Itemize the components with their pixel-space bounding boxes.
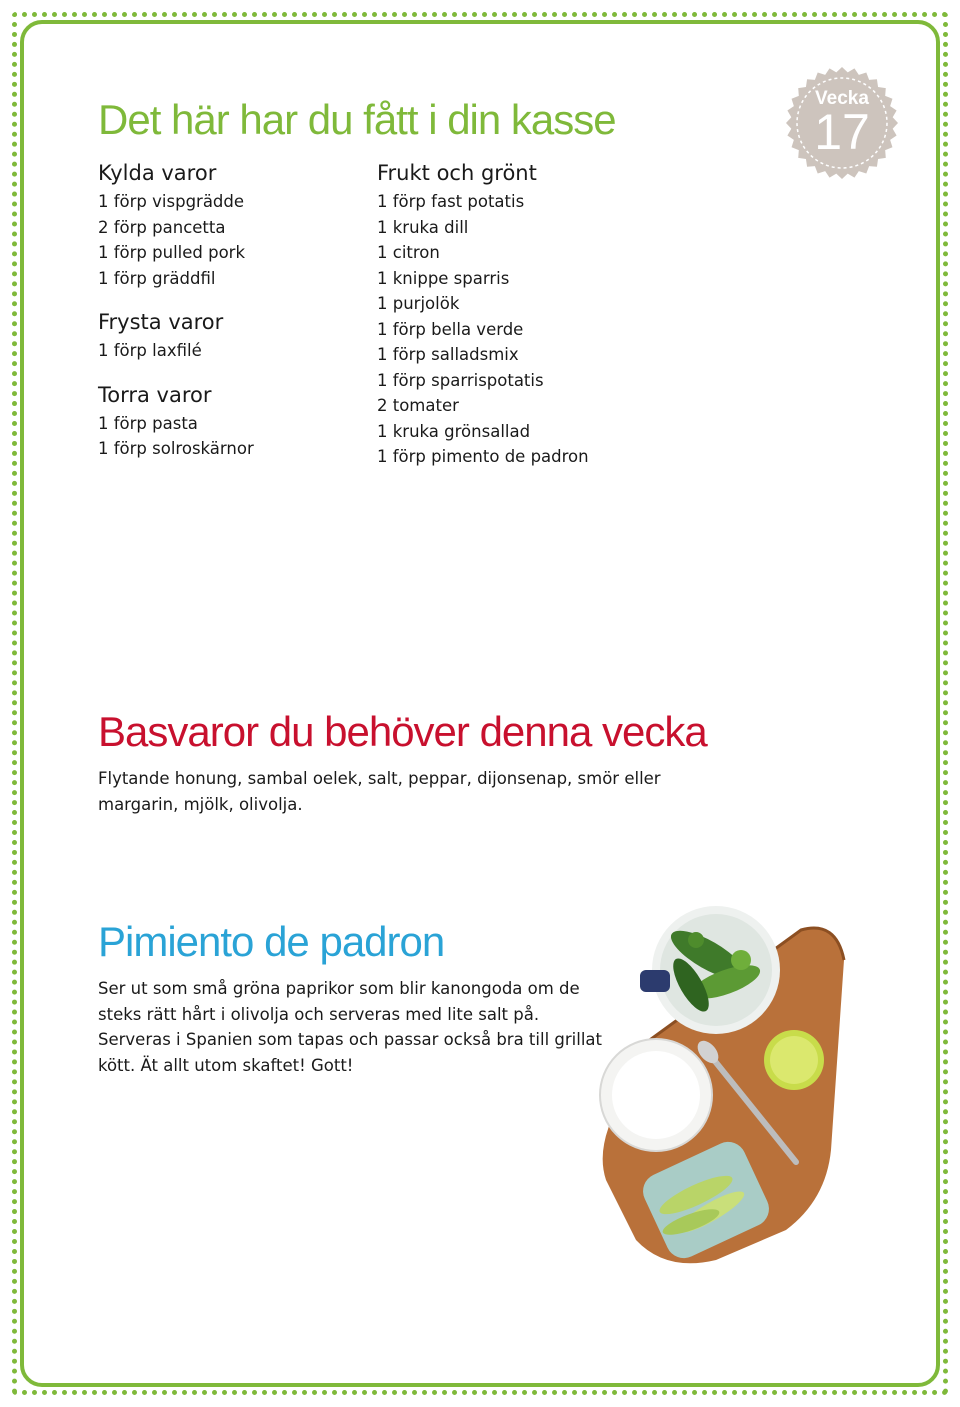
week-badge-number: 17	[814, 104, 870, 160]
list-item: 1 förp laxfilé	[98, 341, 202, 360]
list-item: 1 purjolök	[377, 294, 460, 313]
group-chilled	[98, 160, 348, 291]
page-title: Det här har du fått i din kasse	[98, 96, 616, 143]
list-item: 1 förp pimento de padron	[377, 447, 589, 466]
list-item: 1 kruka grönsallad	[377, 421, 531, 441]
right-column	[377, 160, 697, 488]
group-produce	[377, 160, 697, 470]
group-frozen	[98, 309, 348, 364]
list-item: 2 tomater	[377, 396, 459, 415]
list-item: 1 förp pulled pork	[98, 243, 246, 262]
pimiento-title: Pimiento de padron	[98, 918, 445, 965]
group-heading: Kylda varor	[98, 161, 217, 185]
group-heading: Frysta varor	[98, 310, 224, 334]
list-item: 1 förp bella verde	[377, 319, 524, 339]
week-badge	[784, 65, 900, 181]
list-item: 1 förp fast potatis	[377, 192, 525, 211]
basics-title: Basvaror du behöver denna vecka	[98, 708, 707, 755]
list-item: 1 förp sparrispotatis	[377, 370, 544, 390]
basics-text: Flytande honung, sambal oelek, salt, peppar, dijonsenap, smör eller margarin, mjölk, olivolja.	[98, 769, 661, 814]
pimiento-text: Ser ut som små gröna paprikor som blir kanongoda om de steks rätt hårt i olivolja och serveras med lite salt på. Serveras i Spanien som tapas och passar också bra till grillat kött. Ät allt utom skaftet! Gott!	[98, 979, 602, 1075]
list-item: 1 förp solroskärnor	[98, 439, 254, 458]
list-item: 1 knippe sparris	[377, 268, 510, 288]
group-heading: Frukt och grönt	[377, 161, 537, 185]
list-item: 1 förp salladsmix	[377, 345, 519, 364]
week-badge-label: Vecka	[815, 88, 869, 109]
list-item: 2 förp pancetta	[98, 217, 226, 237]
list-item: 1 citron	[377, 243, 440, 262]
list-item: 1 förp pasta	[98, 413, 198, 433]
group-dry	[98, 382, 348, 462]
group-heading: Torra varor	[98, 382, 212, 407]
list-item: 1 kruka dill	[377, 217, 469, 237]
left-column	[98, 160, 348, 480]
list-item: 1 förp vispgrädde	[98, 192, 245, 211]
food-photo-illustration	[596, 900, 856, 1270]
list-item: 1 förp gräddfil	[98, 268, 216, 288]
food-photo	[596, 900, 856, 1270]
